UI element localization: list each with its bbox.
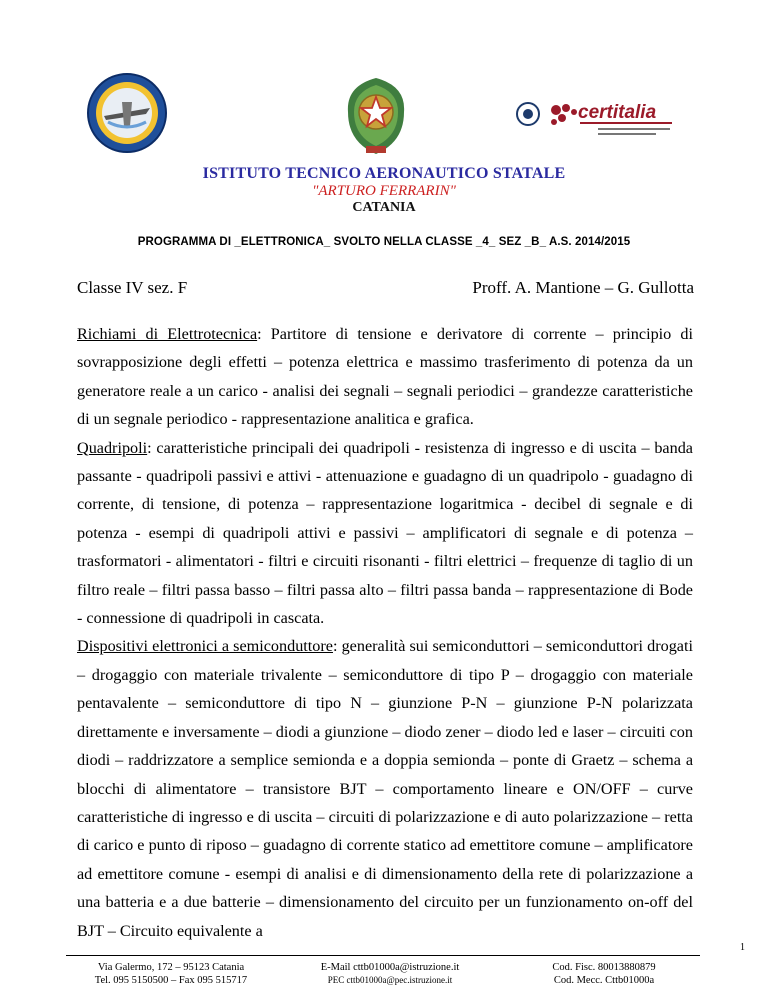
section-title: Richiami di Elettrotecnica [77, 325, 258, 343]
program-title: PROGRAMMA DI _ELETTRONICA_ SVOLTO NELLA CLASSE _4_ SEZ _B_ A.S. 2014/2015 [137, 236, 631, 248]
section-title: Quadripoli [77, 438, 148, 457]
certitalia-wordmark: certitalia [578, 102, 657, 123]
italian-republic-emblem-icon [340, 72, 412, 160]
section-text: : generalità sui semiconduttori – semiconduttori drogati – drogaggio con materiale trivalente – semiconduttore di tipo P – drogaggio con materiale pentavalente – semiconduttore di tipo N – giunzione P-N – giunzione P-N polarizzata direttamente e inversamente – diodi a giunzione – diodo zener – diodo led e laser – circuiti con diodi – raddrizzatore a semplice semionda e a doppia semionda – ponte di Graetz – schema a blocchi di alimentatore – transistore BJT – comportamento lineare e ON/OFF – curve caratteristiche di ingresso e di uscita – circuiti di polarizzazione e di auto polarizzazione – retta di carico e punto di riposo – guadagno di corrente statico ad emettitore comune – amplificatore ad emettitore comune - esempi di analisi e di dimensionamento della rete di polarizzazione a una batteria e a due batterie – dimensionamento del circuito per un funzionamento on-off del BJT – Circuito equivalente a [77, 637, 693, 940]
program-content [77, 320, 693, 945]
footer-divider [66, 955, 700, 956]
certitalia-certification-logo [512, 96, 678, 140]
footer-mecc-code: Cod. Mecc. Cttb01000a [553, 975, 655, 986]
institute-city: CATANIA [352, 200, 416, 215]
footer-address: Via Galermo, 172 – 95123 Catania [97, 962, 245, 973]
section-text: : Partitore di tensione e derivatore di corrente – principio di sovrapposizione degli effetti – potenza elettrica e massimo trasferimento di potenza da un generatore reale a un carico - analisi dei segnali – segnali periodici – grandezze caratteristiche di un segnale periodico - rappresentazione analitica e grafica. [77, 325, 693, 429]
footer-phone: Tel. 095 5150500 – Fax 095 515717 [94, 975, 248, 986]
section-text: : caratteristiche principali dei quadripoli - resistenza di ingresso e di uscita – banda passante - quadripoli passivi e attivi - attenuazione e guadagno di un quadripolo - guadagno di corrente, di tensione, di potenza – rappresentazione logaritmica - decibel di segnale e di potenza - esempi di quadripoli attivi e passivi – amplificatori di segnale e di potenza – trasformatori - alimentatori - filtri e circuiti risonanti - filtri elettrici – frequenze di taglio di un filtro reale – filtri passa basso – filtri passa alto – filtri passa banda – rappresentazione di Bode - connessione di quadripoli in cascata. [77, 438, 693, 628]
footer-address-block [66, 961, 276, 987]
teachers-label: Proff. A. Mantione – G. Gullotta [472, 278, 694, 297]
institute-dedication: "ARTURO FERRARIN" [312, 183, 456, 199]
section-elettrotecnica [77, 320, 693, 434]
section-title: Dispositivi elettronici a semiconduttore [77, 637, 333, 656]
aviation-school-seal-icon [86, 72, 168, 154]
footer-pec: PEC cttb01000a@pec.istruzione.it [327, 975, 453, 985]
institute-name: ISTITUTO TECNICO AERONAUTICO STATALE [202, 165, 566, 182]
section-semiconduttori [77, 632, 693, 944]
footer-codes-block [506, 961, 702, 987]
footer-contact-block [290, 961, 490, 987]
footer-fiscal-code: Cod. Fisc. 80013880879 [552, 962, 656, 973]
page-number: 1 [740, 942, 745, 953]
class-label: Classe IV sez. F [77, 278, 188, 297]
section-quadripoli [77, 434, 693, 633]
footer-email: E-Mail cttb01000a@istruzione.it [320, 962, 460, 973]
